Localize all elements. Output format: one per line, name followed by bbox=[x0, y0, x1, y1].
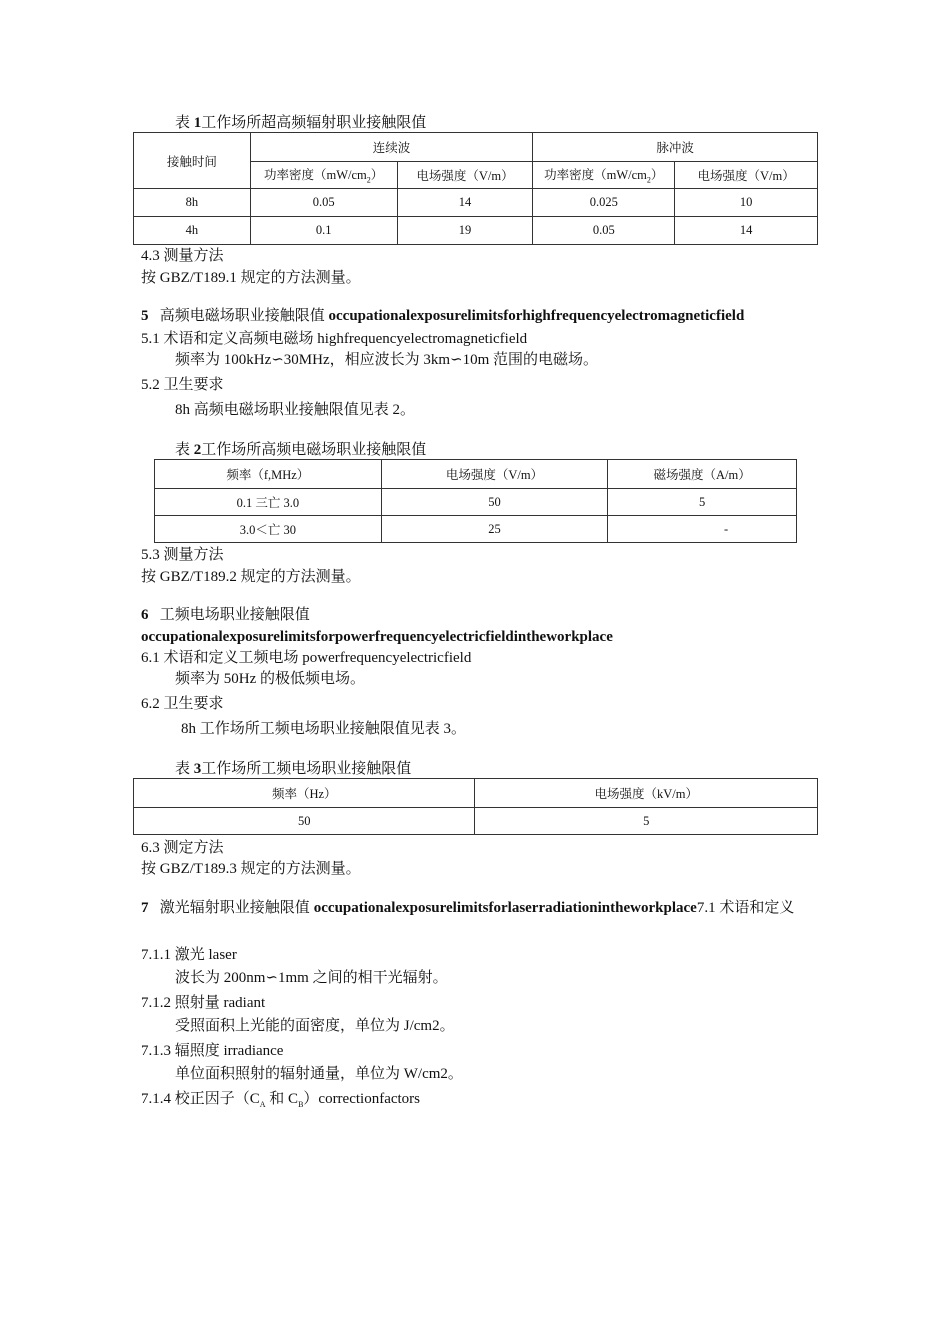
table-row bbox=[155, 516, 797, 543]
section-6-1-title: 6.1 术语和定义工频电场 powerfrequencyelectricfield bbox=[141, 650, 472, 666]
section-5-2-title: 5.2 卫生要求 bbox=[141, 377, 224, 393]
section-4-3-text: 按 GBZ/T189.1 规定的方法测量。 bbox=[141, 270, 361, 286]
table-cell: 25 bbox=[381, 516, 608, 543]
table-row bbox=[134, 217, 818, 245]
table-row bbox=[134, 189, 818, 217]
section-6-2-text: 8h 工作场所工频电场职业接触限值见表 3。 bbox=[181, 721, 467, 737]
table-cell: 5 bbox=[475, 808, 818, 835]
table-row bbox=[155, 489, 797, 516]
section-6-heading-en: occupationalexposurelimitsforpowerfrequencyelectricfieldintheworkplace bbox=[141, 629, 613, 645]
header-contact-time: 接触时间 bbox=[134, 133, 251, 189]
section-7-1-2-definition: 受照面积上光能的面密度，单位为 J/cm2。 bbox=[175, 1018, 455, 1034]
section-5-3-title: 5.3 测量方法 bbox=[141, 547, 224, 563]
table3-caption: 表 3工作场所工频电场职业接触限值 bbox=[175, 761, 412, 777]
header-electric-field: 电场强度（V/m） bbox=[381, 460, 608, 489]
header-power-density: 功率密度$(mW/cm_2)$ bbox=[533, 162, 675, 189]
table-cell: 14 bbox=[675, 217, 818, 245]
table-cell: 50 bbox=[134, 808, 475, 835]
table-cell: 0.05 bbox=[533, 217, 675, 245]
section-7-1-1-title: 7.1.1 激光 laser bbox=[141, 947, 237, 963]
table-cell: 10 bbox=[675, 189, 818, 217]
table-cell: 19 bbox=[397, 217, 533, 245]
section-7-1-2-title: 7.1.2 照射量 radiant bbox=[141, 995, 266, 1011]
table2 bbox=[154, 459, 797, 543]
table-cell: 5 bbox=[608, 489, 797, 516]
table-row bbox=[134, 808, 818, 835]
section-7-1-4-title: 7.1.4 校正因子（$C_A$ 和 $C_B)correctionfactors$ bbox=[141, 1091, 421, 1109]
section-6-1-definition: 频率为 50Hz 的极低频电场。 bbox=[175, 671, 365, 687]
header-frequency: 频率（Hz） bbox=[134, 779, 475, 808]
section-5-1-definition: 频率为 100kHz∽30MHz，相应波长为 3km∽10m 范围的电磁场。 bbox=[175, 352, 599, 368]
caption-prefix: 表 bbox=[175, 115, 191, 131]
table2-caption: 表 2工作场所高频电磁场职业接触限值 bbox=[175, 442, 427, 458]
section-7-1-3-title: 7.1.3 辐照度 irradiance bbox=[141, 1043, 284, 1059]
table-cell: 8h bbox=[134, 189, 251, 217]
header-pulse-wave: 脉冲波 bbox=[533, 133, 818, 162]
table1 bbox=[133, 132, 818, 245]
header-frequency: 频率（f,MHz） bbox=[155, 460, 382, 489]
section-6-heading: 6 工频电场职业接触限值 bbox=[141, 607, 310, 623]
caption-text: 工作场所超高频辐射职业接触限值 bbox=[201, 115, 427, 131]
header-electric-field: 电场强度（kV/m） bbox=[475, 779, 818, 808]
section-7-heading: 7 激光辐射职业接触限值 occupationalexposurelimitsforlaserradiationintheworkplace7.1 术语和定义 bbox=[141, 900, 795, 916]
header-field-strength: 电场强度（V/m） bbox=[397, 162, 533, 189]
section-7-1-1-definition: 波长为 200nm∽1mm 之间的相干光辐射。 bbox=[175, 970, 448, 986]
caption-number: 1 bbox=[193, 115, 202, 131]
section-5-3-text: 按 GBZ/T189.2 规定的方法测量。 bbox=[141, 569, 361, 585]
section-6-3-title: 6.3 测定方法 bbox=[141, 840, 224, 856]
header-magnetic-field: 磁场强度（A/m） bbox=[608, 460, 797, 489]
table-cell: 0.1 bbox=[250, 217, 397, 245]
section-5-heading: 5 高频电磁场职业接触限值 occupationalexposurelimitsforhighfrequencyelectromagneticfield bbox=[141, 308, 745, 324]
table-cell: 3.0＜亡 30 bbox=[155, 516, 382, 543]
section-5-1-title: 5.1 术语和定义高频电磁场 highfrequencyelectromagneticfield bbox=[141, 331, 528, 347]
table-cell: 50 bbox=[381, 489, 608, 516]
header-field-strength: 电场强度（V/m） bbox=[675, 162, 818, 189]
header-continuous-wave: 连续波 bbox=[250, 133, 533, 162]
table-cell: 14 bbox=[397, 189, 533, 217]
section-5-2-text: 8h 高频电磁场职业接触限值见表 2。 bbox=[175, 402, 416, 418]
table-cell: 4h bbox=[134, 217, 251, 245]
header-power-density: 功率密度$(mW/cm_2)$ bbox=[250, 162, 397, 189]
table1-caption bbox=[175, 113, 426, 133]
table-cell: 0.025 bbox=[533, 189, 675, 217]
table3 bbox=[133, 778, 818, 835]
table-cell: - bbox=[608, 516, 797, 543]
section-7-1-3-definition: 单位面积照射的辐射通量，单位为 W/cm2。 bbox=[175, 1066, 463, 1082]
table-cell: 0.1 三亡 3.0 bbox=[155, 489, 382, 516]
section-4-3-title: 4.3 测量方法 bbox=[141, 248, 224, 264]
section-6-2-title: 6.2 卫生要求 bbox=[141, 696, 224, 712]
table-cell: 0.05 bbox=[250, 189, 397, 217]
section-6-3-text: 按 GBZ/T189.3 规定的方法测量。 bbox=[141, 861, 361, 877]
